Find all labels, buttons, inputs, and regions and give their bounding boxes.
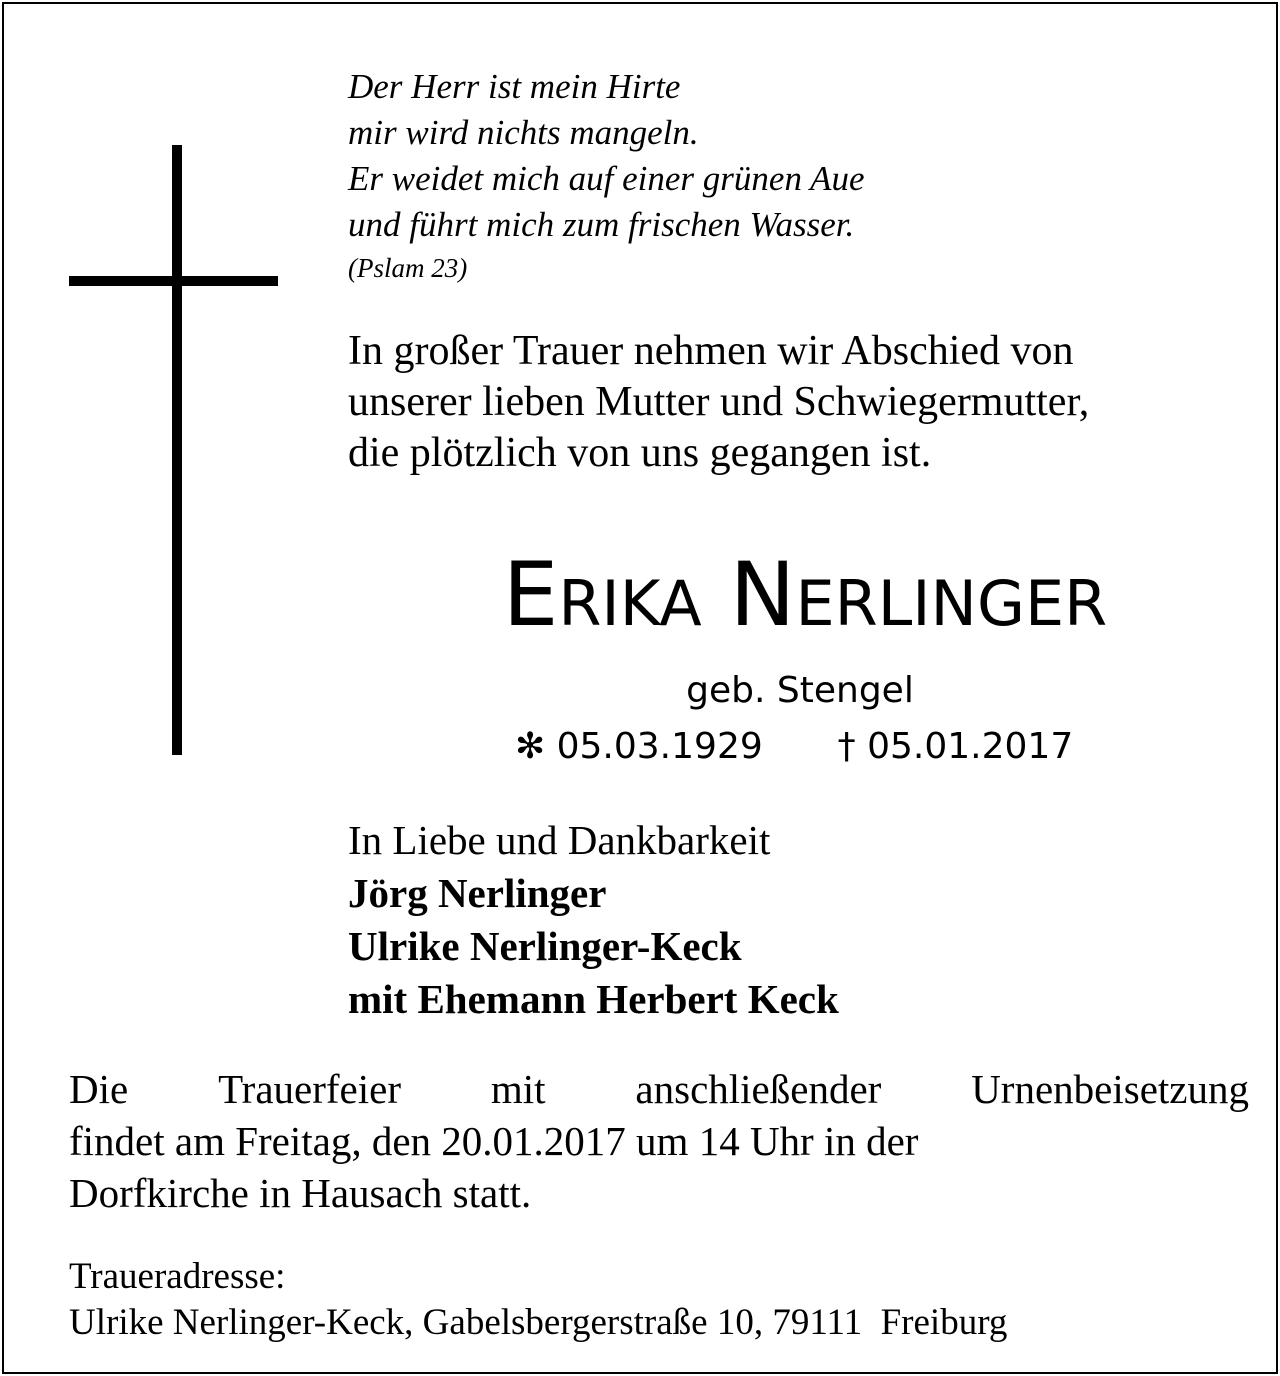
life-dates <box>515 724 1073 770</box>
ceremony-info <box>69 1063 1249 1219</box>
psalm-reference: (Pslam 23) <box>348 253 468 283</box>
ceremony-word: mit <box>490 1066 546 1112</box>
maiden-name: geb. Stengel <box>686 670 914 711</box>
ceremony-word: Die <box>69 1066 129 1112</box>
cross-vertical-bar <box>172 145 182 755</box>
family-intro: In Liebe und Dankbarkeit <box>348 817 771 863</box>
family-signature <box>348 814 839 1026</box>
birth-date: 05.03.1929 <box>556 726 763 767</box>
psalm-line: Er weidet mich auf einer grünen Aue <box>348 159 865 198</box>
death-date: 05.01.2017 <box>867 726 1074 767</box>
family-member: Jörg Nerlinger <box>348 870 607 916</box>
mourning-address <box>69 1254 1007 1346</box>
psalm-quote <box>348 64 864 288</box>
family-member: mit Ehemann Herbert Keck <box>348 976 839 1022</box>
psalm-line: Der Herr ist mein Hirte <box>348 67 681 106</box>
death-cross-icon: † <box>837 726 856 767</box>
ceremony-line-1 <box>69 1063 1249 1115</box>
intro-line: unserer lieben Mutter und Schwiegermutter, <box>348 379 1090 425</box>
mourning-intro <box>348 326 1089 479</box>
address-label: Traueradresse: <box>69 1256 286 1297</box>
deceased-name: Erika Nerlinger <box>502 543 1108 646</box>
psalm-line: mir wird nichts mangeln. <box>348 113 699 152</box>
intro-line: die plötzlich von uns gegangen ist. <box>348 430 932 476</box>
cross-horizontal-bar <box>69 276 278 286</box>
family-member: Ulrike Nerlinger-Keck <box>348 923 742 969</box>
ceremony-word: Trauerfeier <box>218 1066 401 1112</box>
ceremony-word: Urnenbeisetzung <box>971 1066 1249 1112</box>
ceremony-word: anschließender <box>635 1066 882 1112</box>
psalm-line: und führt mich zum frischen Wasser. <box>348 205 855 244</box>
ceremony-line-2: findet am Freitag, den 20.01.2017 um 14 Uhr in der <box>69 1118 919 1164</box>
birth-star-icon: ✻ <box>515 726 546 767</box>
intro-line: In großer Trauer nehmen wir Abschied von <box>348 328 1074 374</box>
ceremony-line-3: Dorfkirche in Hausach statt. <box>69 1170 532 1216</box>
address-value: Ulrike Nerlinger-Keck, Gabelsbergerstraße 10, 79111 Freiburg <box>69 1302 1008 1343</box>
